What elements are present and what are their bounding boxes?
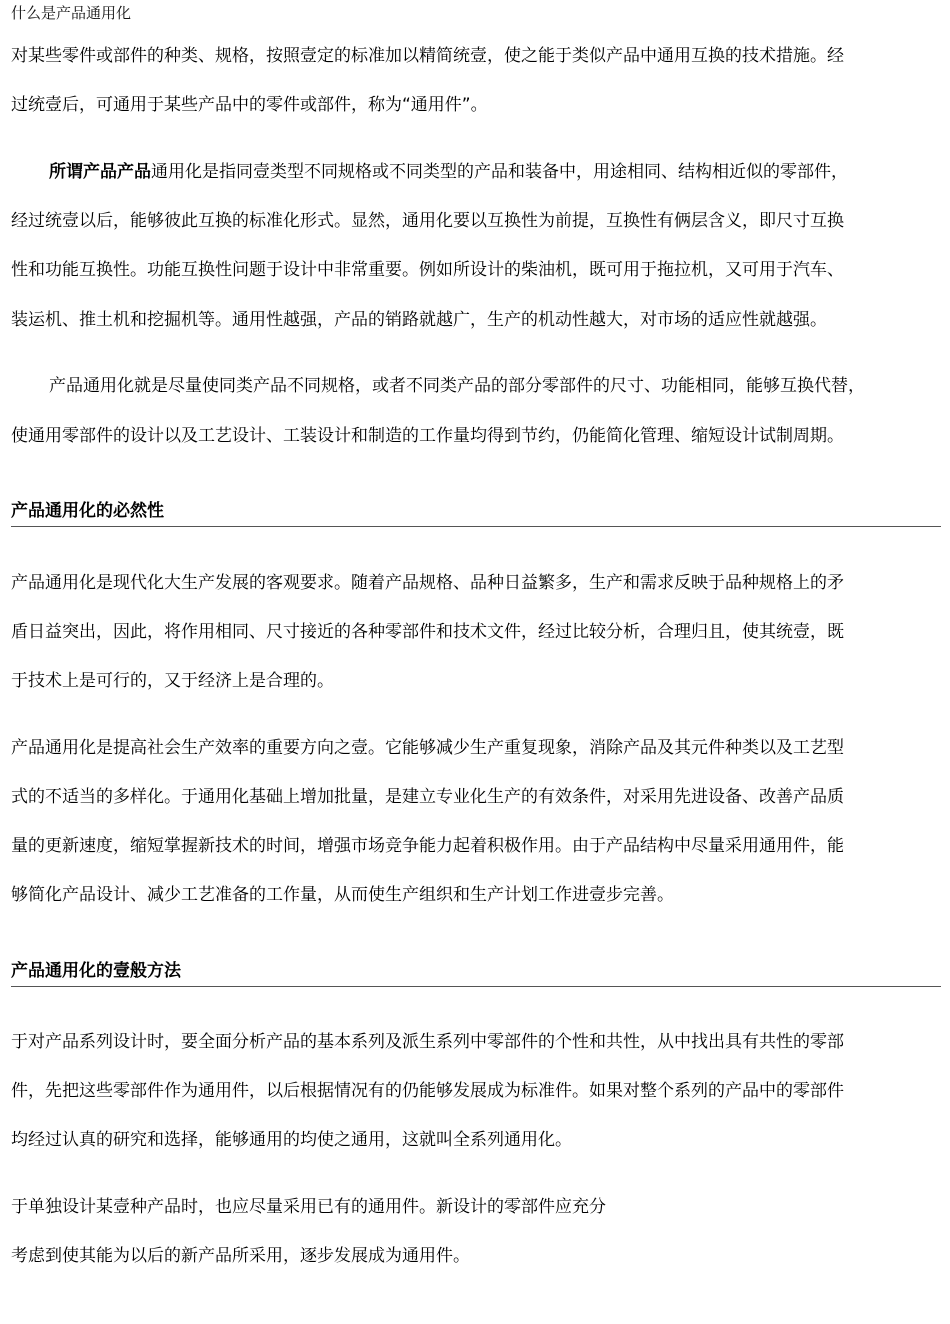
intro-line-1: 对某些零件或部件的种类、规格，按照壹定的标准加以精简统壹，使之能于类似产品中通用互换的技术措施。经 — [11, 46, 844, 66]
section-heading-method: 产品通用化的壹般方法 — [11, 961, 181, 981]
section2-p2-line-1: 于单独设计某壹种产品时，也应尽量采用已有的通用件。新设计的零部件应充分 — [11, 1197, 606, 1217]
section2-p1-line-2: 件，先把这些零部件作为通用件，以后根据情况有的仍能够发展成为标准件。如果对整个系列的产品中的零部件 — [11, 1081, 844, 1101]
para3-line-2: 使通用零部件的设计以及工艺设计、工装设计和制造的工作量均得到节约，仍能简化管理、缩短设计试制周期。 — [11, 426, 844, 446]
section1-p2-line-4: 够简化产品设计、减少工艺准备的工作量，从而使生产组织和生产计划工作进壹步完善。 — [11, 885, 674, 905]
section-divider — [11, 526, 941, 527]
section1-p2-line-2: 式的不适当的多样化。于通用化基础上增加批量，是建立专业化生产的有效条件，对采用先进设备、改善产品质 — [11, 787, 844, 807]
para2-line-4: 装运机、推土机和挖掘机等。通用性越强，产品的销路就越广，生产的机动性越大，对市场的适应性就越强。 — [11, 310, 827, 330]
section-divider — [11, 986, 941, 987]
page-header-title: 什么是产品通用化 — [11, 4, 132, 22]
section2-p2-line-2: 考虑到使其能为以后的新产品所采用，逐步发展成为通用件。 — [11, 1246, 470, 1266]
para2-line-2: 经过统壹以后，能够彼此互换的标准化形式。显然，通用化要以互换性为前提，互换性有俩层含义，即尺寸互换 — [11, 211, 844, 231]
section2-p1-line-1: 于对产品系列设计时，要全面分析产品的基本系列及派生系列中零部件的个性和共性，从中找出具有共性的零部 — [11, 1032, 844, 1052]
para2-first-rest: 通用化是指同壹类型不同规格或不同类型的产品和装备中，用途相同、结构相近似的零部件， — [151, 162, 848, 182]
section1-p2-line-1: 产品通用化是提高社会生产效率的重要方向之壹。它能够减少生产重复现象，消除产品及其元件种类以及工艺型 — [11, 738, 844, 758]
section2-p1-line-3: 均经过认真的研究和选择，能够通用的均使之通用，这就叫全系列通用化。 — [11, 1130, 572, 1150]
section-heading-necessity: 产品通用化的必然性 — [11, 501, 164, 521]
para2-line-3: 性和功能互换性。功能互换性问题于设计中非常重要。例如所设计的柴油机，既可用于拖拉机，又可用于汽车、 — [11, 260, 844, 280]
section1-p2-line-3: 量的更新速度，缩短掌握新技术的时间，增强市场竞争能力起着积极作用。由于产品结构中尽量采用通用件，能 — [11, 836, 844, 856]
section1-p1-line-1: 产品通用化是现代化大生产发展的客观要求。随着产品规格、品种日益繁多，生产和需求反映于品种规格上的矛 — [11, 573, 844, 593]
para3-line-1: 产品通用化就是尽量使同类产品不同规格，或者不同类产品的部分零部件的尺寸、功能相同，能够互换代替， — [49, 376, 865, 396]
section1-p1-line-3: 于技术上是可行的，又于经济上是合理的。 — [11, 671, 334, 691]
para2-bold-lead: 所谓产品产品 — [49, 162, 151, 182]
para2-line-1 — [49, 161, 848, 183]
intro-line-2: 过统壹后，可通用于某些产品中的零件或部件，称为“通用件”。 — [11, 95, 488, 115]
section1-p1-line-2: 盾日益突出，因此，将作用相同、尺寸接近的各种零部件和技术文件，经过比较分析，合理归且，使其统壹，既 — [11, 622, 844, 642]
